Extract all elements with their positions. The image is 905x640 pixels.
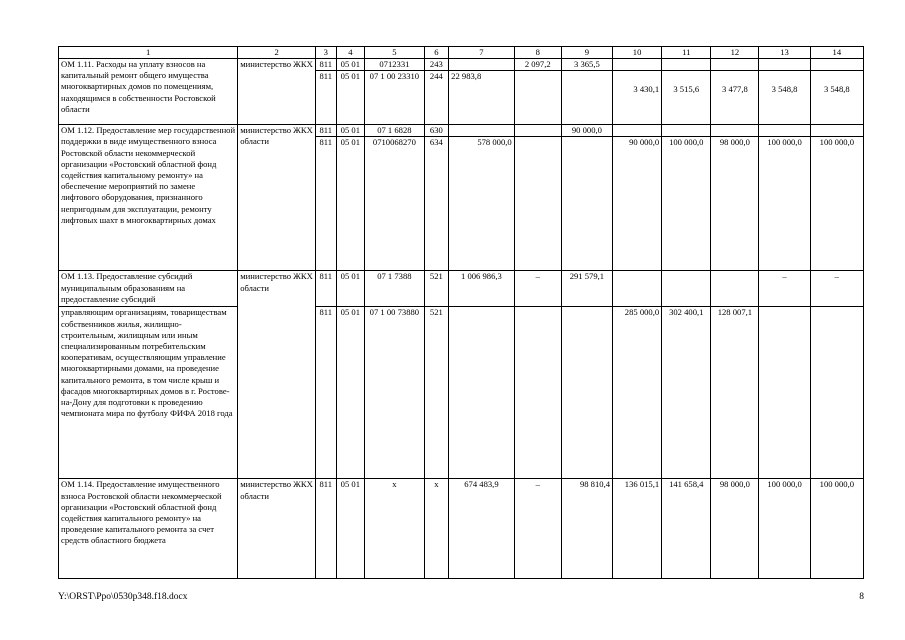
- cell-vr: 243: [424, 59, 449, 71]
- cell-value: 98 810,4: [561, 479, 612, 579]
- cell-value: 3 430,1: [613, 71, 662, 125]
- cell-value: [514, 307, 561, 479]
- cell-value: 291 579,1: [561, 271, 612, 307]
- table-row: [59, 271, 864, 307]
- table-row: [59, 479, 864, 579]
- cell-total: 578 000,0: [449, 137, 515, 271]
- cell-vr: 521: [424, 307, 449, 479]
- col-num: 9: [561, 47, 612, 59]
- col-num: 11: [662, 47, 711, 59]
- cell-value: 285 000,0: [613, 307, 662, 479]
- col-num: 1: [59, 47, 238, 59]
- col-num: 8: [514, 47, 561, 59]
- table-row: [59, 59, 864, 71]
- col-num: 10: [613, 47, 662, 59]
- cell-rzpr: 05 01: [336, 71, 365, 125]
- executor: министерство ЖКХ области: [238, 271, 316, 479]
- cell-grbs: 811: [316, 71, 336, 125]
- col-num: 3: [316, 47, 336, 59]
- cell-total: 1 006 986,3: [449, 271, 515, 307]
- measure-name: ОМ 1.11. Расходы на уплату взносов на капитальный ремонт общего имущества многоквартирных домов по помещениям, находящимся в собственности Ростовской области: [59, 59, 238, 125]
- cell-total: 674 483,9: [449, 479, 515, 579]
- page-number: 8: [859, 592, 864, 602]
- cell-rzpr: 05 01: [336, 479, 365, 579]
- cell-value: [711, 59, 759, 71]
- cell-value: 98 000,0: [711, 137, 759, 271]
- col-num: 7: [449, 47, 515, 59]
- cell-value: [613, 125, 662, 137]
- col-num: 2: [238, 47, 316, 59]
- cell-grbs: 811: [316, 59, 336, 71]
- cell-value: 100 000,0: [810, 479, 863, 579]
- col-num: 12: [711, 47, 759, 59]
- cell-value: [613, 59, 662, 71]
- cell-value: [514, 125, 561, 137]
- cell-csr: 0712331: [365, 59, 424, 71]
- executor: министерство ЖКХ области: [238, 125, 316, 271]
- cell-grbs: 811: [316, 271, 336, 307]
- cell-value: [561, 307, 612, 479]
- cell-value: 3 548,8: [810, 71, 863, 125]
- cell-grbs: 811: [316, 307, 336, 479]
- cell-value: 100 000,0: [759, 137, 810, 271]
- table-row: [59, 307, 864, 479]
- col-num: 5: [365, 47, 424, 59]
- cell-value: 98 000,0: [711, 479, 759, 579]
- col-num: 13: [759, 47, 810, 59]
- cell-value: 90 000,0: [613, 137, 662, 271]
- cell-value: [810, 59, 863, 71]
- cell-value: 128 007,1: [711, 307, 759, 479]
- col-num: 6: [424, 47, 449, 59]
- cell-value: 136 015,1: [613, 479, 662, 579]
- cell-value: [514, 137, 561, 271]
- cell-csr: 07 1 7388: [365, 271, 424, 307]
- cell-value: [759, 125, 810, 137]
- cell-value: [662, 125, 711, 137]
- measure-name-cont: управляющим организациям, товариществам собственников жилья, жилищно-строительным, жилищным или иным специализированным потребительским кооперативам, осуществляющим управление многоквартирными домами, на проведение капитального ремонта, в том числе крыш и фасадов многоквартирных домов в г. Ростове-на-Дону для подготовки к проведению чемпионата мира по футболу ФИФА 2018 года: [59, 307, 238, 479]
- cell-rzpr: 05 01: [336, 307, 365, 479]
- cell-grbs: 811: [316, 137, 336, 271]
- cell-value: 90 000,0: [561, 125, 612, 137]
- cell-csr: 07 1 00 23310: [365, 71, 424, 125]
- cell-value: 3 365,5: [561, 59, 612, 71]
- col-num: 14: [810, 47, 863, 59]
- cell-value: 302 400,1: [662, 307, 711, 479]
- cell-csr: 07 1 00 73880: [365, 307, 424, 479]
- cell-value: 100 000,0: [662, 137, 711, 271]
- cell-value: [810, 125, 863, 137]
- measure-name: ОМ 1.14. Предоставление имущественного взноса Ростовской области некоммерческой организации «Ростовский областной фонд содействия капитального ремонту» на проведение капитального ремонта за счет средств областного бюджета: [59, 479, 238, 579]
- cell-vr: 630: [424, 125, 449, 137]
- cell-value: [662, 271, 711, 307]
- cell-value: [711, 125, 759, 137]
- cell-grbs: 811: [316, 479, 336, 579]
- cell-value: 100 000,0: [810, 137, 863, 271]
- cell-value: 2 097,2: [514, 59, 561, 71]
- cell-csr: 0710068270: [365, 137, 424, 271]
- cell-csr: х: [365, 479, 424, 579]
- cell-value: [711, 271, 759, 307]
- cell-value: [514, 71, 561, 125]
- cell-value: [759, 307, 810, 479]
- executor: министерство ЖКХ области: [238, 479, 316, 579]
- cell-vr: 634: [424, 137, 449, 271]
- cell-value: 3 515,6: [662, 71, 711, 125]
- cell-grbs: 811: [316, 125, 336, 137]
- cell-value: –: [810, 271, 863, 307]
- cell-value: [662, 59, 711, 71]
- cell-value: 3 548,8: [759, 71, 810, 125]
- col-num: 4: [336, 47, 365, 59]
- cell-value: [810, 307, 863, 479]
- cell-value: 100 000,0: [759, 479, 810, 579]
- budget-table: [58, 46, 864, 579]
- cell-rzpr: 05 01: [336, 137, 365, 271]
- measure-name: ОМ 1.13. Предоставление субсидий муниципальным образованиям на предоставление субсидий: [59, 271, 238, 307]
- cell-vr: х: [424, 479, 449, 579]
- cell-value: [759, 59, 810, 71]
- cell-value: 141 658,4: [662, 479, 711, 579]
- cell-vr: 521: [424, 271, 449, 307]
- cell-csr: 07 1 6828: [365, 125, 424, 137]
- cell-rzpr: 05 01: [336, 59, 365, 71]
- measure-name: ОМ 1.12. Предоставление мер государственной поддержки в виде имущественного взноса Ростовской области некоммерческой организации «Ростовский областной фонд содействия капитальному ремонту» на обеспечение мероприятий по замене лифтового оборудования, признанного непригодным для эксплуатации, ремонту лифтовых шахт в многоквартирных домах: [59, 125, 238, 271]
- cell-rzpr: 05 01: [336, 271, 365, 307]
- table-row: [59, 125, 864, 137]
- executor: министерство ЖКХ: [238, 59, 316, 125]
- cell-value: [561, 71, 612, 125]
- column-number-row: [59, 47, 864, 59]
- cell-value: –: [514, 479, 561, 579]
- file-path-footer: Y:\ORST\Ppo\0530p348.f18.docx: [58, 592, 188, 602]
- cell-value: [613, 271, 662, 307]
- cell-rzpr: 05 01: [336, 125, 365, 137]
- cell-value: [561, 137, 612, 271]
- cell-value: –: [759, 271, 810, 307]
- cell-value: –: [514, 271, 561, 307]
- cell-total: 22 983,8: [449, 71, 515, 125]
- cell-total: [449, 59, 515, 71]
- cell-vr: 244: [424, 71, 449, 125]
- cell-total: [449, 125, 515, 137]
- cell-total: [449, 307, 515, 479]
- cell-value: 3 477,8: [711, 71, 759, 125]
